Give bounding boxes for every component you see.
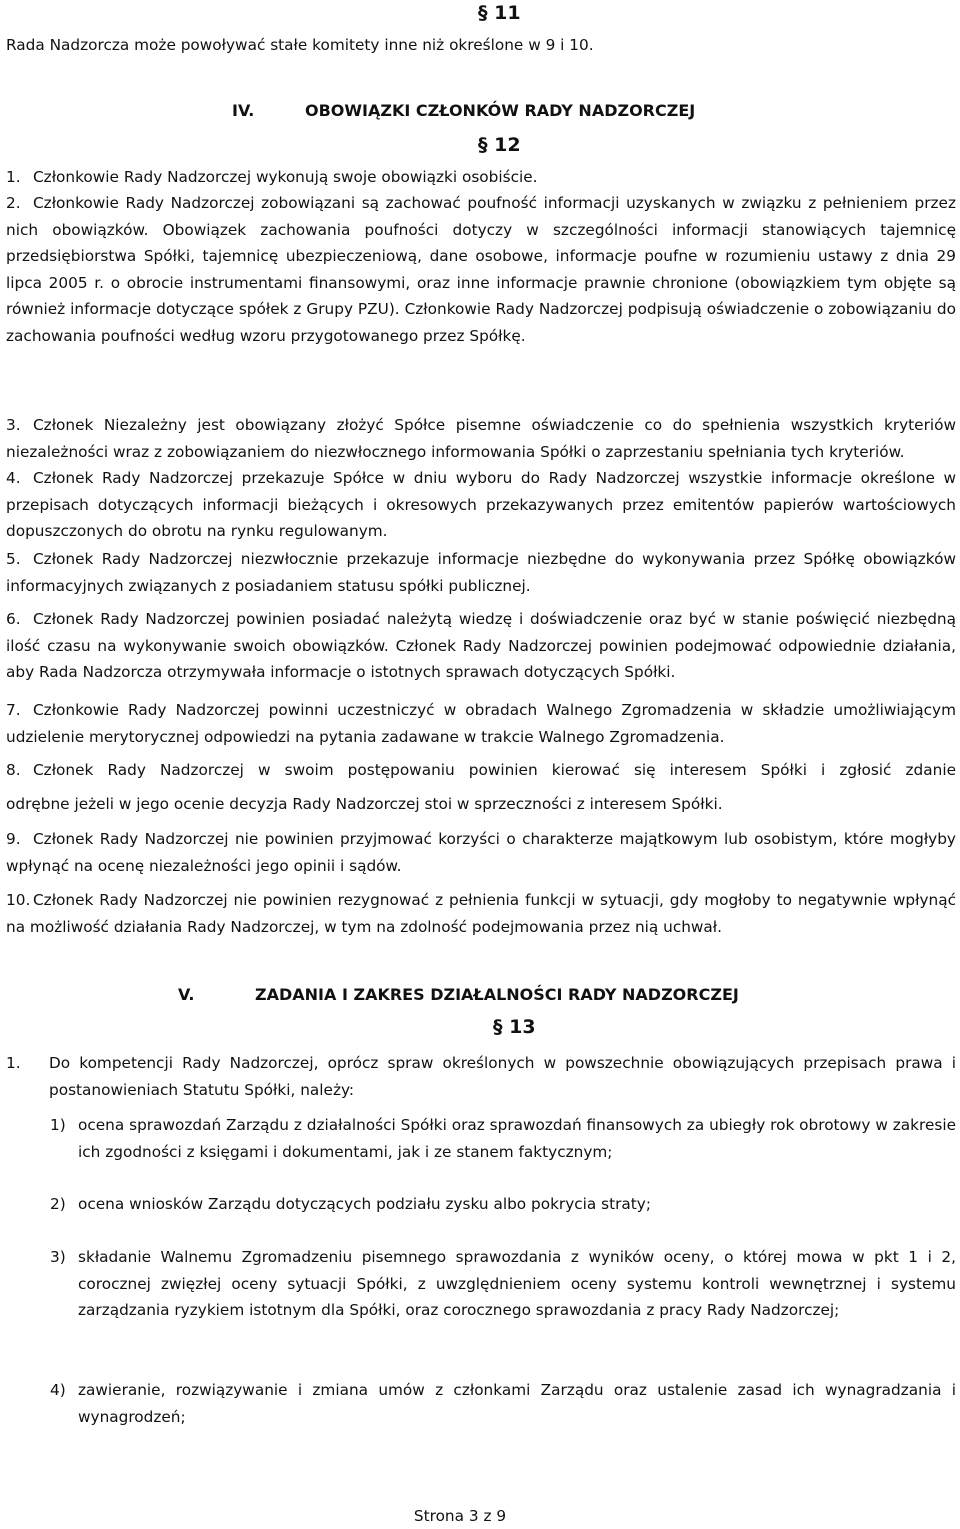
- section-mark-12: § 12: [478, 134, 521, 156]
- sub-item-number: 2): [50, 1195, 66, 1213]
- sub-item-text: składanie Walnemu Zgromadzeniu pisemnego sprawozdania z wyników oceny, o której mowa w pkt 1 i 2, corocznej zwięzłej oceny sytuacji Spółki, z uwzględnieniem oceny systemu kontroli wewnętrznej i systemu zarządzania ryzykiem istotnym dla Spółki, oraz corocznego sprawozdania z pracy Rady Nadzorczej;: [78, 1248, 956, 1319]
- item-number: 2.: [6, 194, 21, 212]
- page-number: Strona 3 z 9: [413, 1507, 507, 1525]
- list-item: [6, 757, 956, 817]
- item-text: Członkowie Rady Nadzorczej wykonują swoje obowiązki osobiście.: [33, 168, 538, 186]
- list-item: [6, 826, 956, 879]
- item-text-line-1: Członek Rady Nadzorczej w swoim postępowaniu powinien kierować się interesem Spółki i zgłosić zdanie: [33, 761, 956, 779]
- sub-item-number: 3): [50, 1248, 66, 1266]
- sub-item: [50, 1377, 956, 1430]
- sub-item-number: 4): [50, 1381, 66, 1399]
- item-number: 10.: [6, 891, 31, 909]
- sub-item-text: zawieranie, rozwiązywanie i zmiana umów z członkami Zarządu oraz ustalenie zasad ich wynagradzania i wynagrodzeń;: [78, 1381, 956, 1426]
- sub-item: [50, 1191, 956, 1218]
- item-number: 1.: [6, 168, 21, 186]
- item-number: 6.: [6, 610, 21, 628]
- item-number: 8.: [6, 761, 21, 779]
- list-item: [6, 190, 956, 349]
- item-number: 5.: [6, 550, 21, 568]
- item-text: Członek Rady Nadzorczej powinien posiadać należytą wiedzę i doświadczenie oraz być w stanie poświęcić niezbędną ilość czasu na wykonywanie swoich obowiązków. Członek Rady Nadzorczej powinien podejmować odpowiednie działania, aby Rada Nadzorcza otrzymywała informacje o istotnych sprawach dotyczących Spółki.: [6, 610, 956, 681]
- item-text: Członek Rady Nadzorczej niezwłocznie przekazuje informacje niezbędne do wykonywania przez Spółkę obowiązków informacyjnych związanych z posiadaniem statusu spółki publicznej.: [6, 550, 956, 595]
- section-mark-13: § 13: [493, 1016, 536, 1038]
- list-item: [6, 546, 956, 599]
- list-item: [6, 606, 956, 686]
- item-text: Członek Rady Nadzorczej przekazuje Spółce w dniu wyboru do Rady Nadzorczej wszystkie informacje określone w przepisach dotyczących informacji bieżących i okresowych przekazywanych przez emitentów papierów wartościowych dopuszczonych do obrotu na rynku regulowanym.: [6, 469, 956, 540]
- sub-item: [50, 1244, 956, 1324]
- item-number: 7.: [6, 701, 21, 719]
- item-text: Do kompetencji Rady Nadzorczej, oprócz spraw określonych w powszechnie obowiązujących przepisach prawa i postanowieniach Statutu Spółki, należy:: [49, 1054, 956, 1099]
- chapter-5-title: ZADANIA I ZAKRES DZIAŁALNOŚCI RADY NADZORCZEJ: [255, 985, 739, 1004]
- item-text: Członkowie Rady Nadzorczej zobowiązani są zachować poufność informacji uzyskanych w związku z pełnieniem przez nich obowiązków. Obowiązek zachowania poufności dotyczy w szczególności informacji stanowiących tajemnicę przedsiębiorstwa Spółki, tajemnicę ubezpieczeniową, dane osobowe, informacje poufne w rozumieniu ustawy z dnia 29 lipca 2005 r. o obrocie instrumentami finansowymi, oraz inne informacje prawnie chronione (obowiązkiem tym objęte są również informacje dotyczące spółek z Grupy PZU). Członkowie Rady Nadzorczej podpisują oświadczenie o zobowiązaniu do zachowania poufności według wzoru przygotowanego przez Spółkę.: [6, 194, 956, 345]
- item-number: 9.: [6, 830, 21, 848]
- item-number: 3.: [6, 416, 21, 434]
- item-text: Członkowie Rady Nadzorczej powinni uczestniczyć w obradach Walnego Zgromadzenia w składzie umożliwiającym udzielenie merytorycznej odpowiedzi na pytania zadawane w trakcie Walnego Zgromadzenia.: [6, 701, 956, 746]
- section-mark-11: § 11: [478, 2, 521, 24]
- section-11-text: Rada Nadzorcza może powoływać stałe komitety inne niż określone w 9 i 10.: [6, 36, 594, 54]
- chapter-4-roman: IV.: [232, 101, 255, 120]
- list-item: [6, 412, 956, 465]
- list-item: [6, 697, 956, 750]
- item-text-line-2: odrębne jeżeli w jego ocenie decyzja Rady Nadzorczej stoi w sprzeczności z interesem Spółki.: [6, 794, 723, 813]
- list-item: [6, 887, 956, 940]
- item-number: 1.: [6, 1054, 21, 1072]
- list-item: [6, 1050, 956, 1103]
- sub-item-text: ocena sprawozdań Zarządu z działalności Spółki oraz sprawozdań finansowych za ubiegły rok obrotowy w zakresie ich zgodności z księgami i dokumentami, jak i ze stanem faktycznym;: [78, 1116, 956, 1161]
- sub-item-text: ocena wniosków Zarządu dotyczących podziału zysku albo pokrycia straty;: [78, 1195, 652, 1213]
- sub-item: [50, 1112, 956, 1165]
- list-item: [6, 465, 956, 545]
- item-text: Członek Rady Nadzorczej nie powinien przyjmować korzyści o charakterze majątkowym lub osobistym, które mogłyby wpłynąć na ocenę niezależności jego opinii i sądów.: [6, 830, 956, 875]
- chapter-5-roman: V.: [178, 985, 195, 1004]
- item-number: 4.: [6, 469, 21, 487]
- list-item: [6, 168, 956, 186]
- chapter-4-title: OBOWIĄZKI CZŁONKÓW RADY NADZORCZEJ: [305, 101, 696, 120]
- sub-item-number: 1): [50, 1116, 66, 1134]
- item-text: Członek Rady Nadzorczej nie powinien rezygnować z pełnienia funkcji w sytuacji, gdy mogłoby to negatywnie wpłynąć na możliwość działania Rady Nadzorczej, w tym na zdolność podejmowania przez nią uchwał.: [6, 891, 956, 936]
- item-text: Członek Niezależny jest obowiązany złożyć Spółce pisemne oświadczenie co do spełnienia wszystkich kryteriów niezależności wraz z zobowiązaniem do niezwłocznego informowania Spółki o zaprzestaniu spełniania tych kryteriów.: [6, 416, 956, 461]
